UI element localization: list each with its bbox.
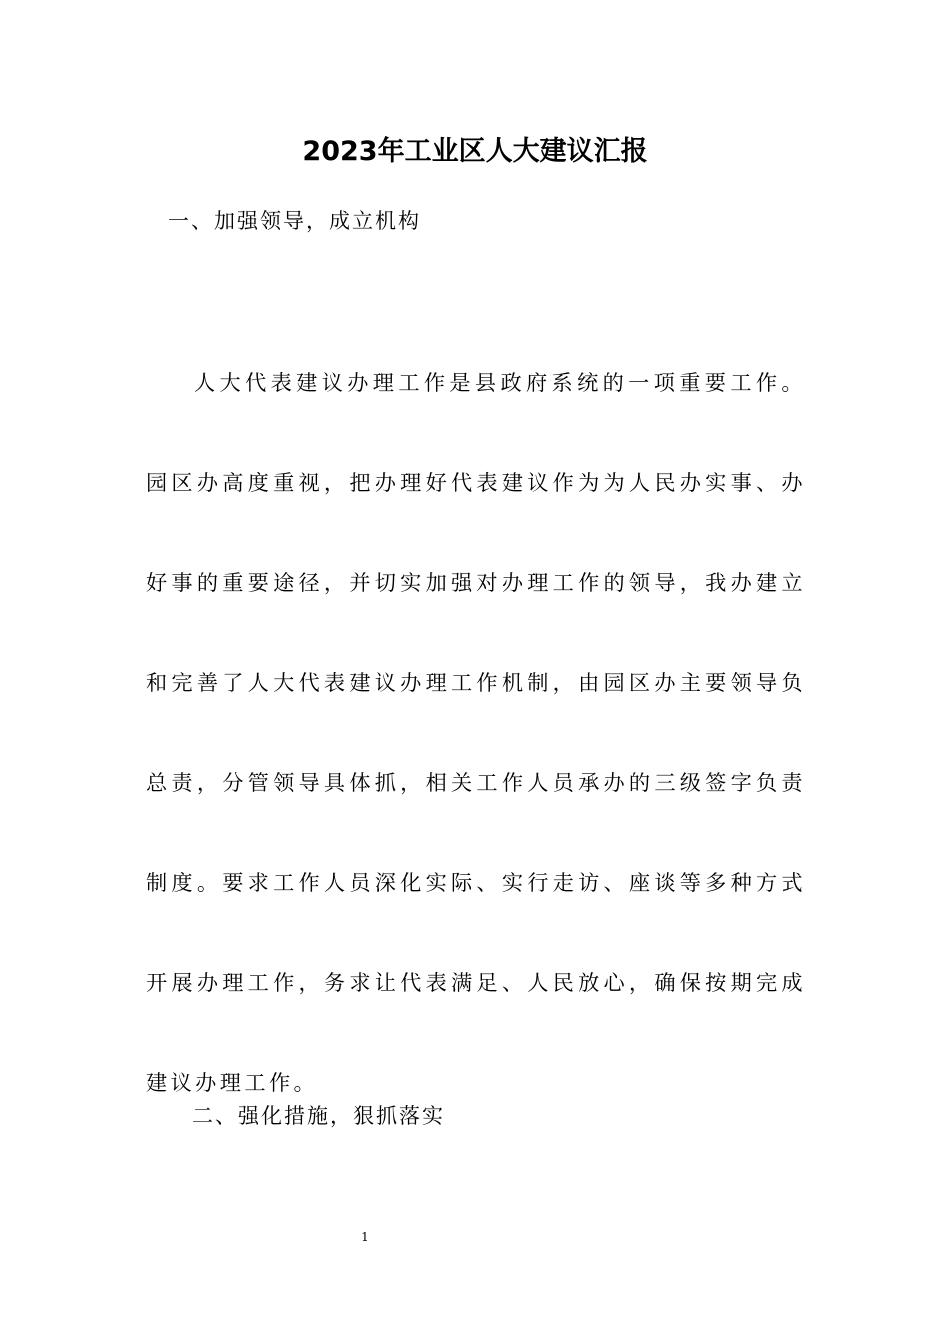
page-number: 1: [361, 1230, 369, 1244]
section-paragraph-1: 人大代表建议办理工作是县政府系统的一项重要工作。园区办高度重视，把办理好代表建议作为为人民办实事、办好事的重要途径，并切实加强对办理工作的领导，我办建立和完善了人大代表建议办理工作机制，由园区办主要领导负总责，分管领导具体抓，相关工作人员承办的三级签字负责制度。要求工作人员深化实际、实行走访、座谈等多种方式开展办理工作，务求让代表满足、人民放心，确保按期完成建议办理工作。: [146, 370, 806, 1095]
section-heading-1: 一、加强领导，成立机构: [168, 209, 421, 233]
section-heading-2: 二、强化措施，狠抓落实: [192, 1104, 445, 1128]
document-title: 2023年工业区人大建议汇报: [302, 136, 648, 167]
